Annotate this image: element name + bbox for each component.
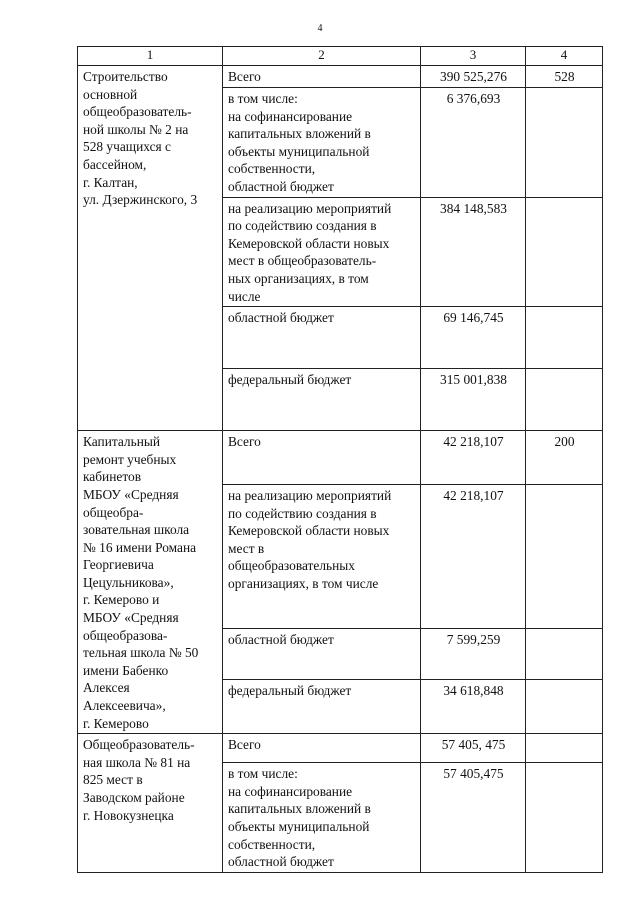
count-cell [526, 484, 603, 628]
amount-cell: 42 218,107 [421, 431, 526, 485]
table-header-row [78, 47, 603, 66]
table-row [78, 734, 603, 763]
object-name-cell: Строительство основной общеобразователь- ной школы № 2 на 528 учащихся с бассейном, г. Калтан, ул. Дзержинского, 3 [78, 66, 223, 431]
amount-cell: 390 525,276 [421, 66, 526, 88]
amount-cell: 6 376,693 [421, 88, 526, 198]
table-row [78, 431, 603, 485]
description-cell: на реализацию мероприятий по содействию создания в Кемеровской области новых мест в общеобразователь- ных организациях, в том числе [223, 197, 421, 307]
description-cell: федеральный бюджет [223, 680, 421, 734]
count-cell [526, 369, 603, 431]
count-cell: 200 [526, 431, 603, 485]
description-cell: Всего [223, 734, 421, 763]
object-name-cell: Капитальный ремонт учебных кабинетов МБОУ «Средняя общеобра- зовательная школа № 16 имени Романа Георгиевича Цецульникова», г. Кемерово и МБОУ «Средняя общеобразова- тельная школа № 50 имени Бабенко Алексея Алексеевича», г. Кемерово [78, 431, 223, 734]
table-row [78, 66, 603, 88]
count-cell: 528 [526, 66, 603, 88]
column-header-3: 3 [421, 47, 526, 66]
description-cell: областной бюджет [223, 628, 421, 680]
page-number: 4 [317, 23, 323, 34]
count-cell [526, 680, 603, 734]
description-cell: в том числе: на софинансирование капитальных вложений в объекты муниципальной собственности, областной бюджет [223, 88, 421, 198]
count-cell [526, 628, 603, 680]
amount-cell: 34 618,848 [421, 680, 526, 734]
column-header-2: 2 [223, 47, 421, 66]
description-cell: областной бюджет [223, 307, 421, 369]
count-cell [526, 88, 603, 198]
description-cell: Всего [223, 66, 421, 88]
object-name-cell: Общеобразователь- ная школа № 81 на 825 мест в Заводском районе г. Новокузнецка [78, 734, 223, 873]
amount-cell: 42 218,107 [421, 484, 526, 628]
count-cell [526, 763, 603, 873]
amount-cell: 315 001,838 [421, 369, 526, 431]
funding-table [77, 46, 603, 873]
column-header-1: 1 [78, 47, 223, 66]
column-header-4: 4 [526, 47, 603, 66]
count-cell [526, 197, 603, 307]
amount-cell: 57 405, 475 [421, 734, 526, 763]
description-cell: федеральный бюджет [223, 369, 421, 431]
amount-cell: 69 146,745 [421, 307, 526, 369]
count-cell [526, 307, 603, 369]
description-cell: на реализацию мероприятий по содействию создания в Кемеровской области новых мест в общеобразовательных организациях, в том числе [223, 484, 421, 628]
description-cell: в том числе: на софинансирование капитальных вложений в объекты муниципальной собственности, областной бюджет [223, 763, 421, 873]
amount-cell: 384 148,583 [421, 197, 526, 307]
amount-cell: 7 599,259 [421, 628, 526, 680]
amount-cell: 57 405,475 [421, 763, 526, 873]
description-cell: Всего [223, 431, 421, 485]
count-cell [526, 734, 603, 763]
